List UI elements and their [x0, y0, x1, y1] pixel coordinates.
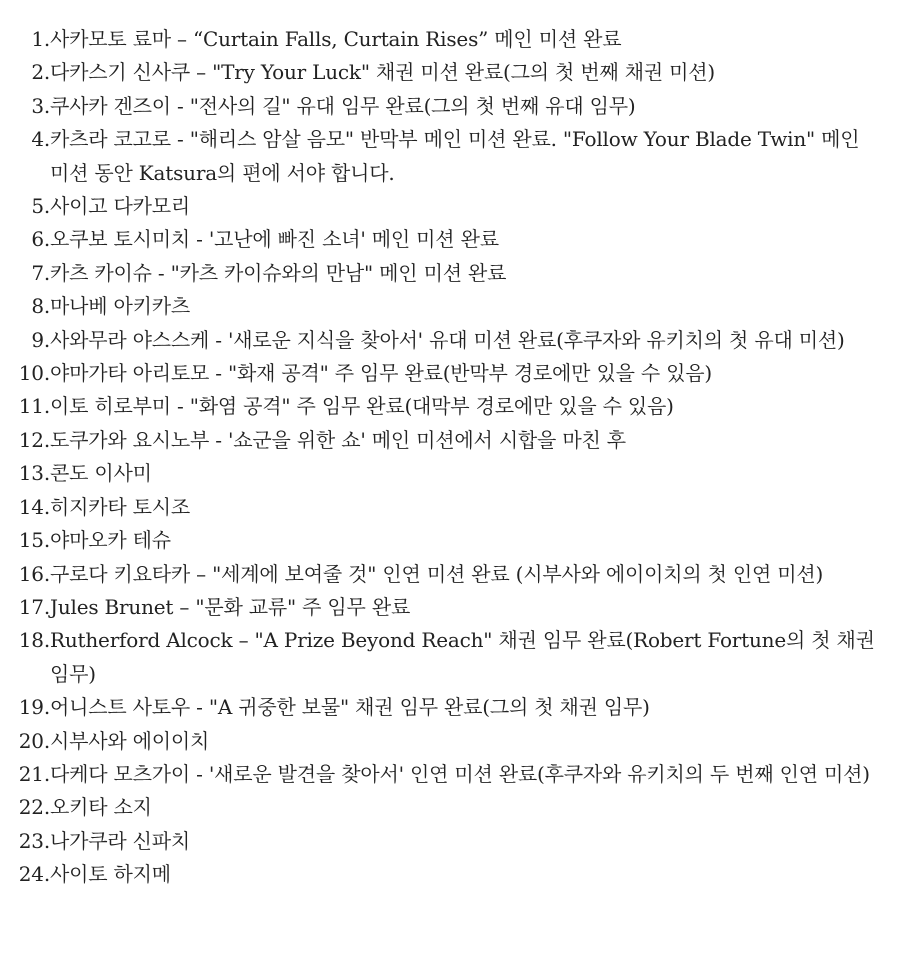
list-item: [10, 324, 880, 357]
list-text: 다케다 모츠가이 - '새로운 발견을 찾아서' 인연 미션 완료(후쿠자와 유키치의 두 번째 인연 미션): [50, 761, 870, 786]
list-number: 11.: [18, 394, 50, 419]
list-item: [10, 223, 880, 256]
list-text: 오키타 소지: [50, 795, 152, 820]
list-item: [10, 424, 880, 457]
list-text: Jules Brunet – "문화 교류" 주 임무 완료: [50, 594, 411, 619]
numbered-list: [10, 23, 880, 892]
list-item: [10, 524, 880, 557]
list-number: 24.: [18, 862, 50, 887]
list-item: [10, 558, 880, 591]
list-text: Rutherford Alcock – "A Prize Beyond Reach" 채권 임무 완료(Robert Fortune의 첫 채권 임무): [50, 628, 875, 686]
list-number: 2.: [31, 60, 50, 85]
list-item: [10, 624, 880, 691]
list-item: [10, 123, 880, 190]
list-text: 사이고 다카모리: [50, 194, 190, 219]
list-number: 15.: [18, 528, 50, 553]
list-item: [10, 390, 880, 423]
list-item: [10, 357, 880, 390]
list-item: [10, 23, 880, 56]
list-item: [10, 858, 880, 891]
list-item: [10, 257, 880, 290]
list-number: 7.: [31, 260, 50, 285]
list-number: 19.: [18, 695, 50, 720]
list-text: 구로다 키요타카 – "세계에 보여줄 것" 인연 미션 완료 (시부사와 에이이치의 첫 인연 미션): [50, 561, 824, 586]
list-number: 23.: [18, 828, 50, 853]
list-text: 나가쿠라 신파치: [50, 828, 190, 853]
list-number: 14.: [18, 494, 50, 519]
list-text: 카츠라 코고로 - "해리스 암살 음모" 반막부 메인 미션 완료. "Follow Your Blade Twin" 메인 미션 동안 Katsura의 편에 서야 합니다.: [50, 127, 860, 185]
list-item: [10, 725, 880, 758]
list-text: 도쿠가와 요시노부 - '쇼군을 위한 쇼' 메인 미션에서 시합을 마친 후: [50, 427, 626, 452]
list-number: 17.: [18, 594, 50, 619]
list-item: [10, 758, 880, 791]
list-number: 18.: [18, 628, 50, 653]
list-text: 시부사와 에이이치: [50, 728, 210, 753]
list-text: 쿠사카 겐즈이 - "전사의 길" 유대 임무 완료(그의 첫 번째 유대 임무): [50, 93, 636, 118]
list-text: 사와무라 야스스케 - '새로운 지식을 찾아서' 유대 미션 완료(후쿠자와 유키치의 첫 유대 미션): [50, 327, 845, 352]
list-number: 1.: [31, 27, 50, 51]
list-text: 야마오카 테슈: [50, 528, 171, 553]
list-number: 4.: [31, 127, 50, 152]
list-text: 콘도 이사미: [50, 461, 152, 486]
list-item: [10, 190, 880, 223]
list-number: 3.: [31, 93, 50, 118]
list-item: [10, 56, 880, 89]
list-number: 9.: [31, 327, 50, 352]
list-number: 5.: [31, 194, 50, 219]
list-item: [10, 691, 880, 724]
list-item: [10, 457, 880, 490]
list-text: 이토 히로부미 - "화염 공격" 주 임무 완료(대막부 경로에만 있을 수 있음): [50, 394, 674, 419]
list-number: 22.: [18, 795, 50, 820]
list-item: [10, 825, 880, 858]
list-item: [10, 491, 880, 524]
list-text: 사카모토 료마 – “Curtain Falls, Curtain Rises” 메인 미션 완료: [50, 27, 622, 51]
list-number: 10.: [18, 361, 50, 386]
list-text: 오쿠보 토시미치 - '고난에 빠진 소녀' 메인 미션 완료: [50, 227, 499, 252]
list-number: 16.: [18, 561, 50, 586]
list-item: [10, 591, 880, 624]
list-number: 20.: [18, 728, 50, 753]
list-text: 야마가타 아리토모 - "화재 공격" 주 임무 완료(반막부 경로에만 있을 수 있음): [50, 361, 712, 386]
list-number: 21.: [18, 761, 50, 786]
list-text: 사이토 하지메: [50, 862, 171, 887]
list-text: 다카스기 신사쿠 – "Try Your Luck" 채권 미션 완료(그의 첫 번째 채권 미션): [50, 60, 715, 85]
list-number: 8.: [31, 294, 50, 319]
list-number: 13.: [18, 461, 50, 486]
list-number: 12.: [18, 427, 50, 452]
list-text: 카츠 카이슈 - "카츠 카이슈와의 만남" 메인 미션 완료: [50, 260, 507, 285]
list-text: 마나베 아키카츠: [50, 294, 190, 319]
list-number: 6.: [31, 227, 50, 252]
list-text: 어니스트 사토우 - "A 귀중한 보물" 채권 임무 완료(그의 첫 채권 임무): [50, 695, 650, 720]
list-item: [10, 90, 880, 123]
list-item: [10, 791, 880, 824]
list-item: [10, 290, 880, 323]
list-text: 히지카타 토시조: [50, 494, 190, 519]
